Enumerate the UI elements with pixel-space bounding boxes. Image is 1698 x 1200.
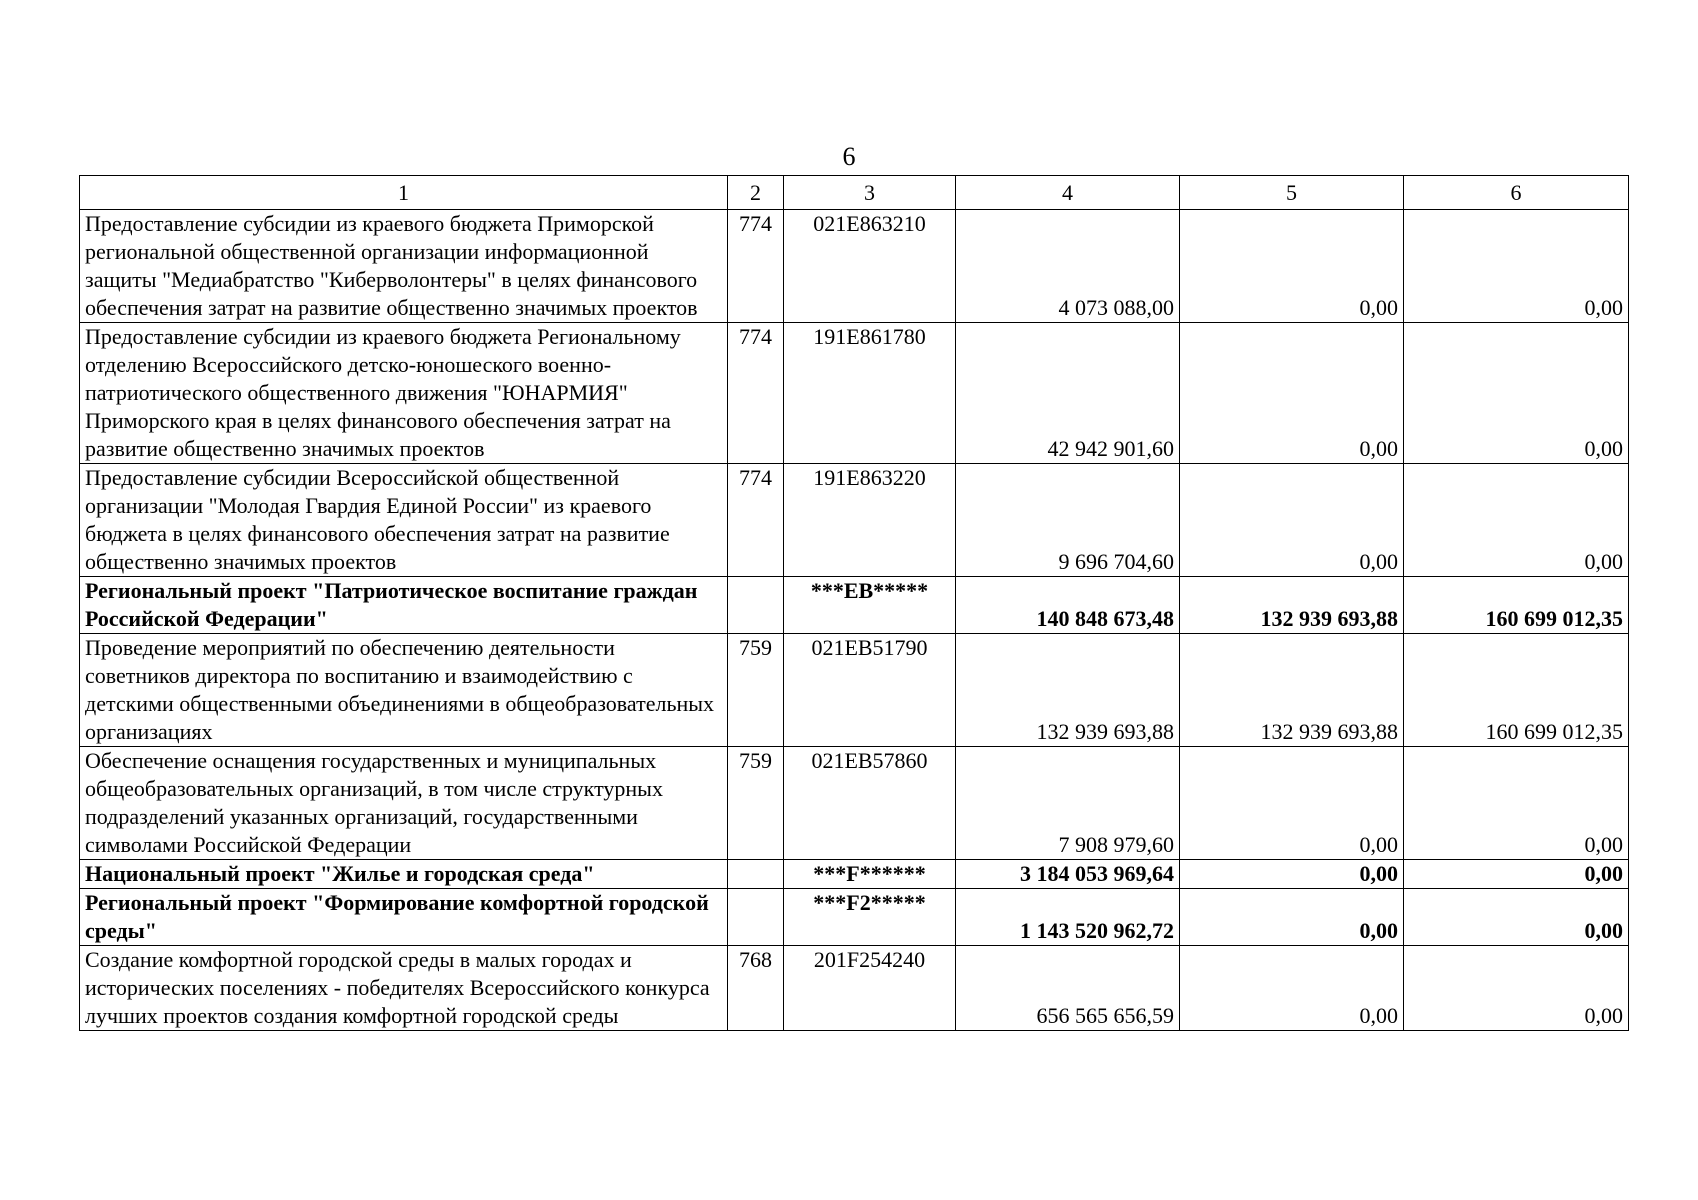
amount-col6-cell: 160 699 012,35 <box>1404 577 1629 634</box>
amount-col4-cell: 7 908 979,60 <box>956 747 1180 860</box>
amount-col5-cell: 0,00 <box>1180 889 1404 946</box>
table-row <box>80 634 1629 747</box>
target-code-cell: ***F2***** <box>784 889 956 946</box>
target-code-cell: 191E861780 <box>784 323 956 464</box>
budget-table <box>79 175 1629 1031</box>
admin-code-cell: 759 <box>728 747 784 860</box>
admin-code-cell <box>728 889 784 946</box>
table-row <box>80 464 1629 577</box>
table-row <box>80 323 1629 464</box>
admin-code-cell: 768 <box>728 946 784 1031</box>
amount-col4-cell: 656 565 656,59 <box>956 946 1180 1031</box>
admin-code-cell: 774 <box>728 464 784 577</box>
admin-code-cell: 759 <box>728 634 784 747</box>
amount-col5-cell: 132 939 693,88 <box>1180 577 1404 634</box>
amount-col6-cell: 0,00 <box>1404 210 1629 323</box>
expense-name-cell: Предоставление субсидии Всероссийской общественной организации "Молодая Гвардия Единой России" из краевого бюджета в целях финансового обеспечения затрат на развитие общественно значимых проектов <box>80 464 728 577</box>
admin-code-cell <box>728 860 784 889</box>
table-row <box>80 210 1629 323</box>
table-header-row <box>80 176 1629 210</box>
target-code-cell: ***F****** <box>784 860 956 889</box>
column-header-2: 2 <box>728 176 784 210</box>
amount-col6-cell: 0,00 <box>1404 747 1629 860</box>
target-code-cell: 191E863220 <box>784 464 956 577</box>
amount-col4-cell: 3 184 053 969,64 <box>956 860 1180 889</box>
admin-code-cell <box>728 577 784 634</box>
amount-col4-cell: 132 939 693,88 <box>956 634 1180 747</box>
table-row <box>80 747 1629 860</box>
admin-code-cell: 774 <box>728 210 784 323</box>
page-number: 6 <box>842 142 856 171</box>
expense-name-cell: Проведение мероприятий по обеспечению деятельности советников директора по воспитанию и взаимодействию с детскими общественными объединениями в общеобразовательных организациях <box>80 634 728 747</box>
amount-col5-cell: 0,00 <box>1180 210 1404 323</box>
target-code-cell: 021EB51790 <box>784 634 956 747</box>
column-header-5: 5 <box>1180 176 1404 210</box>
target-code-cell: 021EB57860 <box>784 747 956 860</box>
expense-name-cell: Создание комфортной городской среды в малых городах и исторических поселениях - победителях Всероссийского конкурса лучших проектов создания комфортной городской среды <box>80 946 728 1031</box>
amount-col5-cell: 0,00 <box>1180 946 1404 1031</box>
table-row <box>80 577 1629 634</box>
column-header-1: 1 <box>80 176 728 210</box>
expense-name-cell: Региональный проект "Формирование комфортной городской среды" <box>80 889 728 946</box>
table-row <box>80 946 1629 1031</box>
amount-col6-cell: 0,00 <box>1404 323 1629 464</box>
amount-col5-cell: 0,00 <box>1180 860 1404 889</box>
expense-name-cell: Предоставление субсидии из краевого бюджета Приморской региональной общественной организации информационной защиты "Медиабратство "Киберволонтеры" в целях финансового обеспечения затрат на развитие общественно значимых проектов <box>80 210 728 323</box>
target-code-cell: 021E863210 <box>784 210 956 323</box>
admin-code-cell: 774 <box>728 323 784 464</box>
amount-col4-cell: 1 143 520 962,72 <box>956 889 1180 946</box>
expense-name-cell: Обеспечение оснащения государственных и муниципальных общеобразовательных организаций, в том числе структурных подразделений указанных организаций, государственными символами Российской Федерации <box>80 747 728 860</box>
amount-col5-cell: 0,00 <box>1180 747 1404 860</box>
amount-col5-cell: 0,00 <box>1180 464 1404 577</box>
amount-col4-cell: 4 073 088,00 <box>956 210 1180 323</box>
amount-col4-cell: 140 848 673,48 <box>956 577 1180 634</box>
amount-col5-cell: 0,00 <box>1180 323 1404 464</box>
target-code-cell: ***EB***** <box>784 577 956 634</box>
amount-col6-cell: 0,00 <box>1404 889 1629 946</box>
table-row <box>80 889 1629 946</box>
column-header-4: 4 <box>956 176 1180 210</box>
target-code-cell: 201F254240 <box>784 946 956 1031</box>
expense-name-cell: Национальный проект "Жилье и городская среда" <box>80 860 728 889</box>
column-header-6: 6 <box>1404 176 1629 210</box>
expense-name-cell: Предоставление субсидии из краевого бюджета Региональному отделению Всероссийского детско-юношеского военно-патриотического общественного движения "ЮНАРМИЯ" Приморского края в целях финансового обеспечения затрат на развитие общественно значимых проектов <box>80 323 728 464</box>
expense-name-cell: Региональный проект "Патриотическое воспитание граждан Российской Федерации" <box>80 577 728 634</box>
amount-col6-cell: 0,00 <box>1404 946 1629 1031</box>
amount-col6-cell: 160 699 012,35 <box>1404 634 1629 747</box>
amount-col5-cell: 132 939 693,88 <box>1180 634 1404 747</box>
amount-col6-cell: 0,00 <box>1404 860 1629 889</box>
amount-col6-cell: 0,00 <box>1404 464 1629 577</box>
table-row <box>80 860 1629 889</box>
amount-col4-cell: 9 696 704,60 <box>956 464 1180 577</box>
amount-col4-cell: 42 942 901,60 <box>956 323 1180 464</box>
column-header-3: 3 <box>784 176 956 210</box>
